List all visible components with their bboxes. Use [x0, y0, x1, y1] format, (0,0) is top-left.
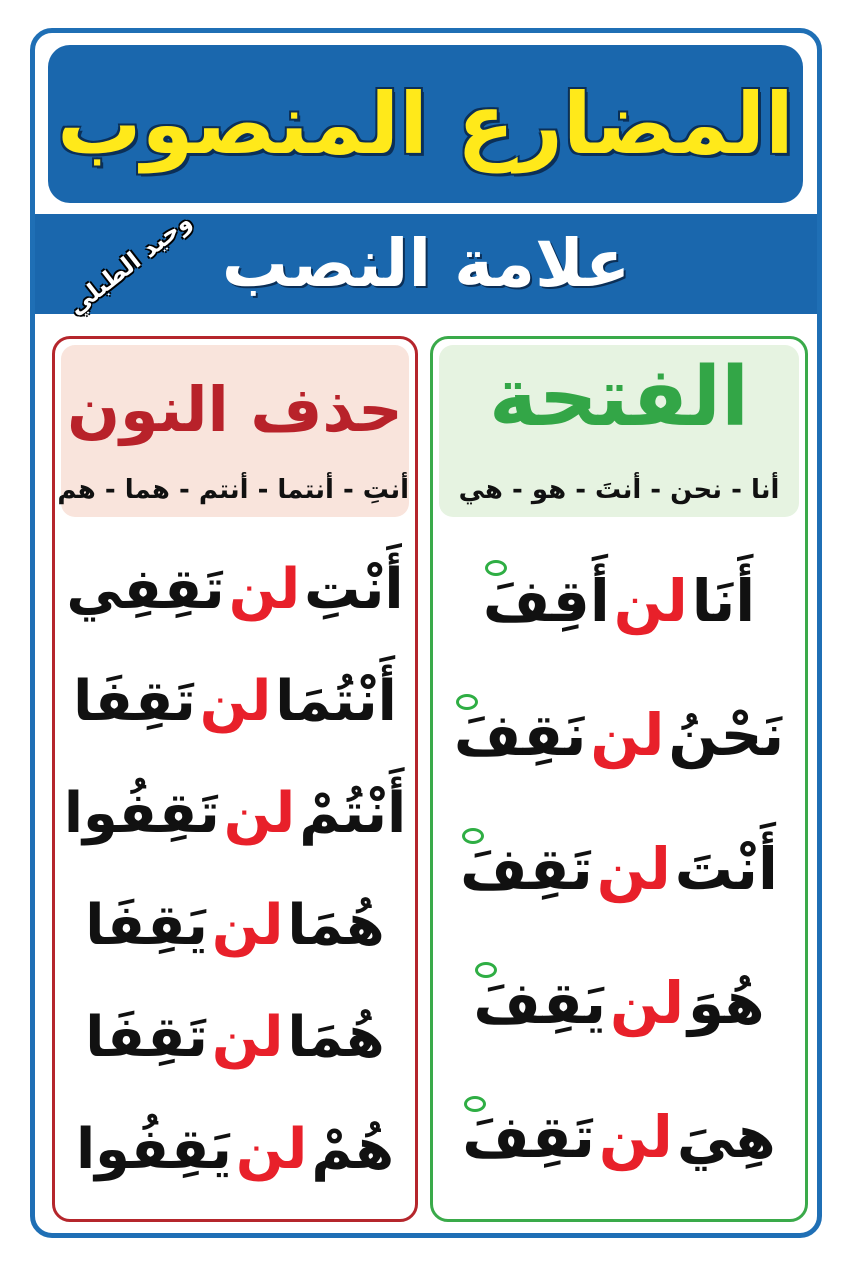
nun-row	[55, 534, 415, 646]
fatha-pronouns: أنا - نحن - أنتَ - هو - هي	[458, 475, 780, 505]
row-verb	[460, 835, 593, 903]
fatha-column	[430, 336, 808, 1222]
nun-deletion-column	[52, 336, 418, 1222]
row-pronoun: نَحْنُ	[668, 701, 785, 769]
title-banner	[48, 45, 803, 203]
row-verb	[462, 1103, 595, 1171]
row-verb-text: تَقِفَ	[460, 835, 593, 903]
row-verb-text: نَقِفَ	[453, 701, 587, 769]
row-pronoun: هُمْ	[311, 1117, 395, 1182]
nun-deletion-pronouns: أنتِ - أنتما - أنتم - هما - هم	[57, 475, 409, 505]
fatha-title: الفتحة	[488, 350, 750, 445]
nun-row	[55, 646, 415, 758]
nun-row	[55, 870, 415, 982]
row-pronoun: هُمَا	[287, 893, 385, 958]
fatha-row	[433, 1070, 805, 1204]
row-verb: يَقِفُوا	[75, 1117, 232, 1182]
row-particle: لن	[211, 893, 284, 958]
row-verb: يَقِفَا	[85, 893, 208, 958]
row-verb	[473, 969, 607, 1037]
fatha-rows	[433, 534, 805, 1204]
nun-row	[55, 982, 415, 1094]
row-pronoun: هِيَ	[676, 1103, 776, 1171]
row-particle: لن	[598, 1103, 673, 1171]
nun-row	[55, 758, 415, 870]
row-particle: لن	[235, 1117, 308, 1182]
row-particle: لن	[596, 835, 671, 903]
row-particle: لن	[199, 669, 272, 734]
row-verb: تَقِفَا	[73, 669, 196, 734]
row-verb-text: أَقِفَ	[482, 567, 610, 635]
row-verb	[482, 567, 610, 635]
row-particle: لن	[223, 781, 296, 846]
row-pronoun: أَنْتَ	[674, 835, 778, 903]
row-verb-text: تَقِفَ	[462, 1103, 595, 1171]
row-particle: لن	[610, 969, 685, 1037]
nun-deletion-header	[57, 345, 409, 517]
fatha-header	[439, 345, 799, 517]
fatha-row	[433, 936, 805, 1070]
fatha-highlight-icon	[456, 694, 478, 710]
fatha-row	[433, 668, 805, 802]
row-verb	[453, 701, 587, 769]
author-watermark: وحيد الطبلي	[62, 206, 197, 321]
row-pronoun: أَنْتِ	[304, 557, 404, 622]
row-verb: تَقِفُوا	[63, 781, 220, 846]
row-verb-text: يَقِفَ	[473, 969, 607, 1037]
nun-row	[55, 1094, 415, 1206]
fatha-highlight-icon	[485, 560, 507, 576]
row-pronoun: أَنْتُمَا	[275, 669, 397, 734]
row-pronoun: هُمَا	[287, 1005, 385, 1070]
poster-title: المضارع المنصوب	[57, 75, 794, 173]
nun-deletion-rows	[55, 534, 415, 1206]
nun-deletion-title: حذف النون	[67, 373, 403, 446]
row-particle: لن	[590, 701, 665, 769]
row-verb: تَقِفَا	[85, 1005, 208, 1070]
row-pronoun: أَنَا	[691, 567, 756, 635]
fatha-highlight-icon	[462, 828, 484, 844]
row-verb: تَقِفِي	[66, 557, 225, 622]
row-pronoun: هُوَ	[688, 969, 765, 1037]
row-particle: لن	[613, 567, 688, 635]
row-pronoun: أَنْتُمْ	[299, 781, 407, 846]
poster-subtitle: علامة النصب	[221, 225, 631, 302]
row-particle: لن	[211, 1005, 284, 1070]
fatha-row	[433, 534, 805, 668]
fatha-row	[433, 802, 805, 936]
row-particle: لن	[228, 557, 301, 622]
